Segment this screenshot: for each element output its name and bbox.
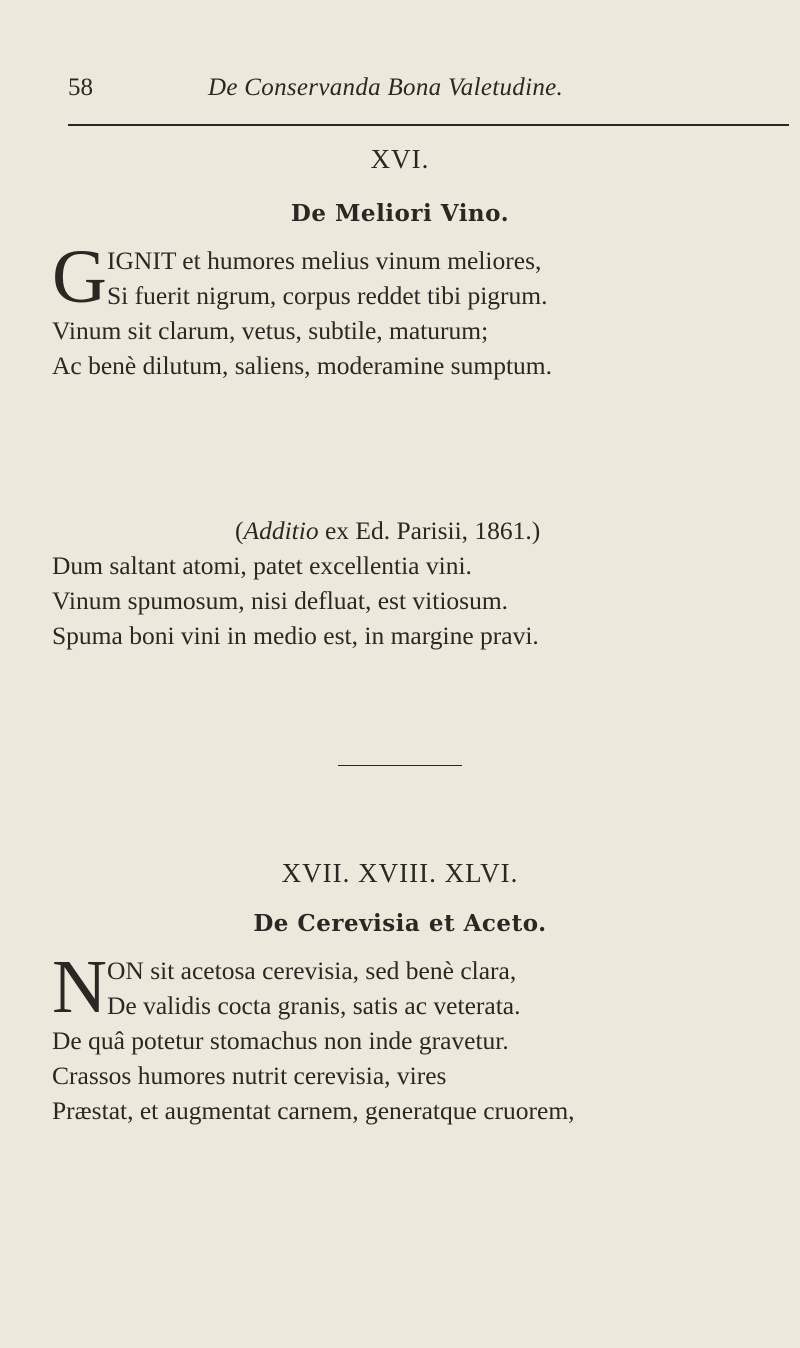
drop-cap: G xyxy=(52,235,107,319)
verse-line: Ac benè dilutum, saliens, moderamine sumptum. xyxy=(52,351,552,380)
page-number: 58 xyxy=(68,74,93,101)
verse-line: Præstat, et augmentat carnem, generatque cruorem, xyxy=(52,1096,575,1125)
section-xvi-verse xyxy=(52,235,772,383)
verse-line: Spuma boni vini in medio est, in margine pravi. xyxy=(52,621,539,650)
addition-label: Additio xyxy=(243,516,319,545)
section-xvi-number: XVI. xyxy=(370,144,430,174)
verse-line: ON sit acetosa cerevisia, sed benè clara, xyxy=(107,956,517,985)
verse-line: Dum saltant atomi, patet excellentia vini. xyxy=(52,551,472,580)
addition-source: ex Ed. Parisii, 1861.) xyxy=(318,516,541,545)
section-xvii-number: XVII. XVIII. XLVI. xyxy=(281,858,519,888)
verse-line: De quâ potetur stomachus non inde gravetur. xyxy=(52,1026,509,1055)
verse-line: De validis cocta granis, satis ac veterata. xyxy=(107,991,521,1020)
section-xvi-dropcap-block xyxy=(52,235,772,319)
section-xvii-verse xyxy=(52,945,772,1128)
addition-block xyxy=(52,513,772,653)
section-xvii-dropcap-block xyxy=(52,945,772,1029)
running-head xyxy=(68,74,788,114)
section-xvii-subtitle: De Cerevisia et Aceto. xyxy=(253,910,547,937)
running-title: De Conservanda Bona Valetudine. xyxy=(208,74,564,101)
header-rule xyxy=(68,124,789,126)
verse-line: Vinum sit clarum, vetus, subtile, maturum; xyxy=(52,316,489,345)
verse-line: Vinum spumosum, nisi defluat, est vitiosum. xyxy=(52,586,509,615)
drop-cap: N xyxy=(52,945,107,1029)
verse-line: Crassos humores nutrit cerevisia, vires xyxy=(52,1061,447,1090)
verse-line: Si fuerit nigrum, corpus reddet tibi pigrum. xyxy=(107,281,548,310)
addition-open-paren: ( xyxy=(235,516,244,545)
section-divider xyxy=(338,765,462,766)
addition-heading xyxy=(52,513,772,548)
section-xvi-subtitle: De Meliori Vino. xyxy=(290,200,510,227)
verse-line: IGNIT et humores melius vinum meliores, xyxy=(107,246,542,275)
